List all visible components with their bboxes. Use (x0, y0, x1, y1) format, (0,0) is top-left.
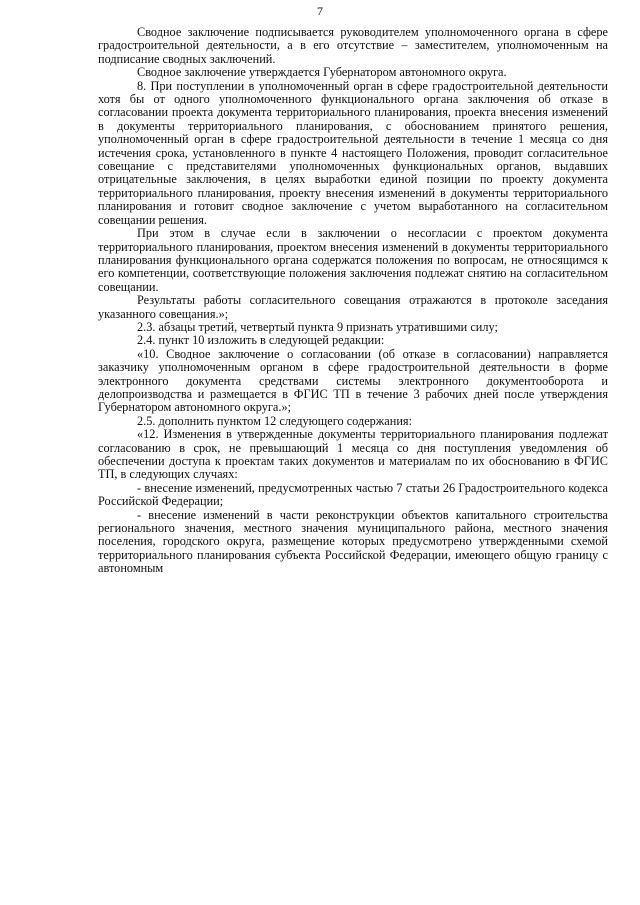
page-number: 7 (317, 4, 323, 18)
paragraph: Результаты работы согласительного совещания отражаются в протоколе заседания указанного совещания.»; (98, 293, 608, 321)
list-item: - внесение изменений, предусмотренных частью 7 статьи 26 Градостроительного кодекса Российской Федерации; (98, 480, 608, 509)
paragraph: При этом в случае если в заключении о несогласии с проектом документа территориального планирования, проектом внесения изменений в документы территориального планирования функционального органа содержатся положения по вопросам, не относящимся к его компетенции, соответствующие положения заключения подлежат снятию на согласительном совещании. (98, 226, 608, 294)
paragraph: 2.5. дополнить пунктом 12 следующего содержания: (137, 413, 412, 428)
paragraph: 8. При поступлении в уполномоченный орган в сфере градостроительной деятельности хотя бы от одного уполномоченного функционального органа заключения об отказе в согласовании проекта документа территориального планирования, проекта внесения изменений в документы территориального планирования, с обоснованием принятого решения, уполномоченный орган в сфере градостроительной деятельности в течение 1 месяца со дня истечения срока, установленного в пункте 4 настоящего Положения, проводит согласительное совещание с представителями уполномоченных функциональных органов, выдавших отрицательные заключения, в целях выработки единой позиции по проекту документа территориального планирования, проекту внесения изменений в документы территориального планирования и готовит сводное заключение с учетом выработанного на согласительном совещании решения. (98, 78, 608, 227)
list-item: - внесение изменений в части реконструкции объектов капитального строительства регионального значения, местного значения муниципального района, местного значения поселения, городского округа, размещение которых предусмотрено утвержденными схемой территориального планирования субъекта Российской Федерации, имеющего общую границу с автономным (98, 507, 608, 576)
document-body (98, 26, 608, 576)
paragraph: «12. Изменения в утвержденные документы территориального планирования подлежат согласованию в срок, не превышающий 1 месяца со дня поступления уведомления об обеспечении доступа к проектам таких документов и материалам по их обоснованию в ФГИС ТП, в следующих случаях: (98, 427, 608, 482)
paragraph: 2.3. абзацы третий, четвертый пункта 9 признать утратившими силу; (137, 319, 498, 334)
paragraph: Сводное заключение подписывается руководителем уполномоченного органа в сфере градостроительной деятельности, а в его отсутствие – заместителем, уполномоченным на подписание сводных заключений. (98, 25, 608, 66)
paragraph: Сводное заключение утверждается Губернатором автономного округа. (137, 65, 507, 80)
paragraph: 2.4. пункт 10 изложить в следующей редакции: (137, 333, 385, 348)
paragraph: «10. Сводное заключение о согласовании (об отказе в согласовании) направляется заказчику уполномоченным органом в сфере градостроительной деятельности в форме электронного документа средствами системы электронного документооборота и делопроизводства и размещается в ФГИС ТП в течение 3 рабочих дней после утверждения Губернатором автономного округа.»; (98, 346, 608, 415)
